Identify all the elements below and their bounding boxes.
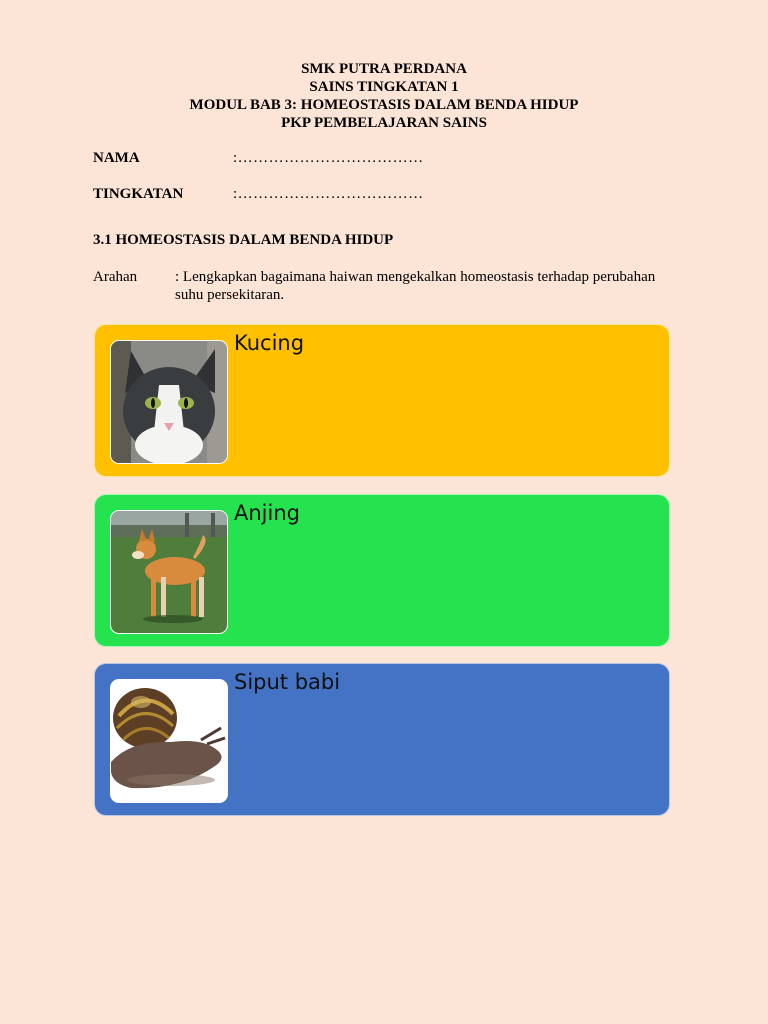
instruction-label: Arahan <box>93 269 138 285</box>
instruction-text: : Lengkapkan bagaimana haiwan mengekalkan homeostasis terhadap perubahan suhu persekitaran. <box>175 269 656 303</box>
cat-photo <box>110 340 228 464</box>
section-title: 3.1 HOMEOSTASIS DALAM BENDA HIDUP <box>93 232 394 248</box>
program-title: PKP PEMBELAJARAN SAINS <box>281 115 487 131</box>
card-title-anjing: Anjing <box>234 501 300 525</box>
class-label: TINGKATAN <box>93 186 184 202</box>
class-blank[interactable]: :……………………………… <box>233 186 424 202</box>
subject-title: SAINS TINGKATAN 1 <box>309 79 459 95</box>
card-kucing[interactable] <box>94 324 670 477</box>
name-field[interactable] <box>93 150 424 167</box>
class-field[interactable] <box>93 186 424 203</box>
dog-photo <box>110 510 228 634</box>
name-blank[interactable]: :……………………………… <box>233 150 424 166</box>
module-title: MODUL BAB 3: HOMEOSTASIS DALAM BENDA HIDUP <box>189 97 579 113</box>
name-label: NAMA <box>93 150 140 166</box>
school-name: SMK PUTRA PERDANA <box>301 61 467 77</box>
document-header <box>0 60 768 132</box>
instruction <box>93 268 673 304</box>
card-title-kucing: Kucing <box>234 331 305 355</box>
snail-photo <box>110 679 228 803</box>
card-siput-babi[interactable] <box>94 663 670 816</box>
card-anjing[interactable] <box>94 494 670 647</box>
card-title-siput-babi: Siput babi <box>234 670 341 694</box>
